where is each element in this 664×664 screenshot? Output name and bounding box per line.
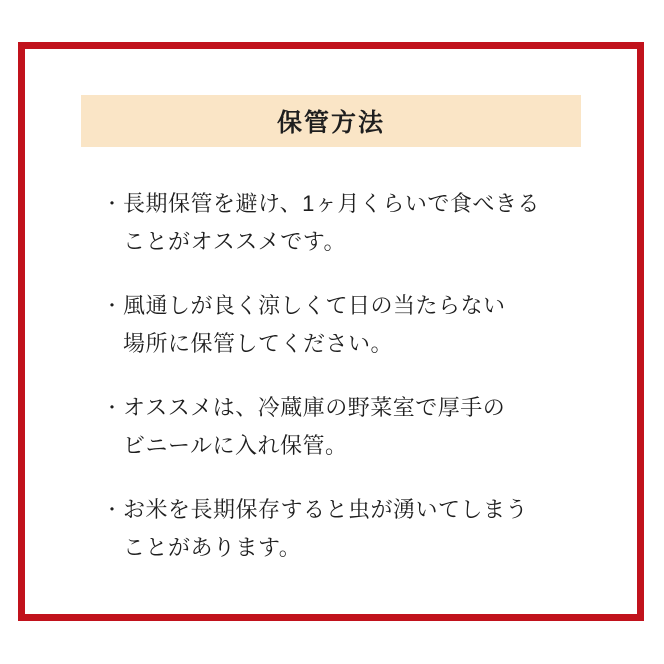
bullet-line-1: お米を長期保存すると虫が湧いてしまう [123, 497, 529, 522]
section-header [81, 95, 581, 147]
bullet-icon: ・ [103, 194, 121, 214]
bullet-icon: ・ [103, 296, 121, 316]
bullet-line-1: 長期保管を避け、1ヶ月くらいで食べきる [123, 191, 540, 216]
bullet-line-1: オススメは、冷蔵庫の野菜室で厚手の [123, 395, 506, 420]
bullet-list [103, 185, 637, 567]
bullet-text [123, 185, 540, 261]
list-item [103, 491, 637, 567]
bullet-text [123, 389, 505, 465]
bullet-icon: ・ [103, 500, 121, 520]
list-item [103, 389, 637, 465]
bullet-icon: ・ [103, 398, 121, 418]
bullet-line-1: 風通しが良く涼しくて日の当たらない [123, 293, 506, 318]
list-item [103, 287, 637, 363]
bullet-text [123, 491, 528, 567]
page-title: 保管方法 [276, 109, 385, 137]
bullet-line-2: ことがオススメです。 [123, 229, 347, 254]
bullet-text [123, 287, 506, 363]
bullet-line-2: 場所に保管してください。 [123, 331, 394, 356]
bullet-line-2: ことがあります。 [123, 535, 302, 560]
red-border-frame [18, 42, 644, 621]
bullet-line-2: ビニールに入れ保管。 [123, 433, 348, 458]
list-item [103, 185, 637, 261]
